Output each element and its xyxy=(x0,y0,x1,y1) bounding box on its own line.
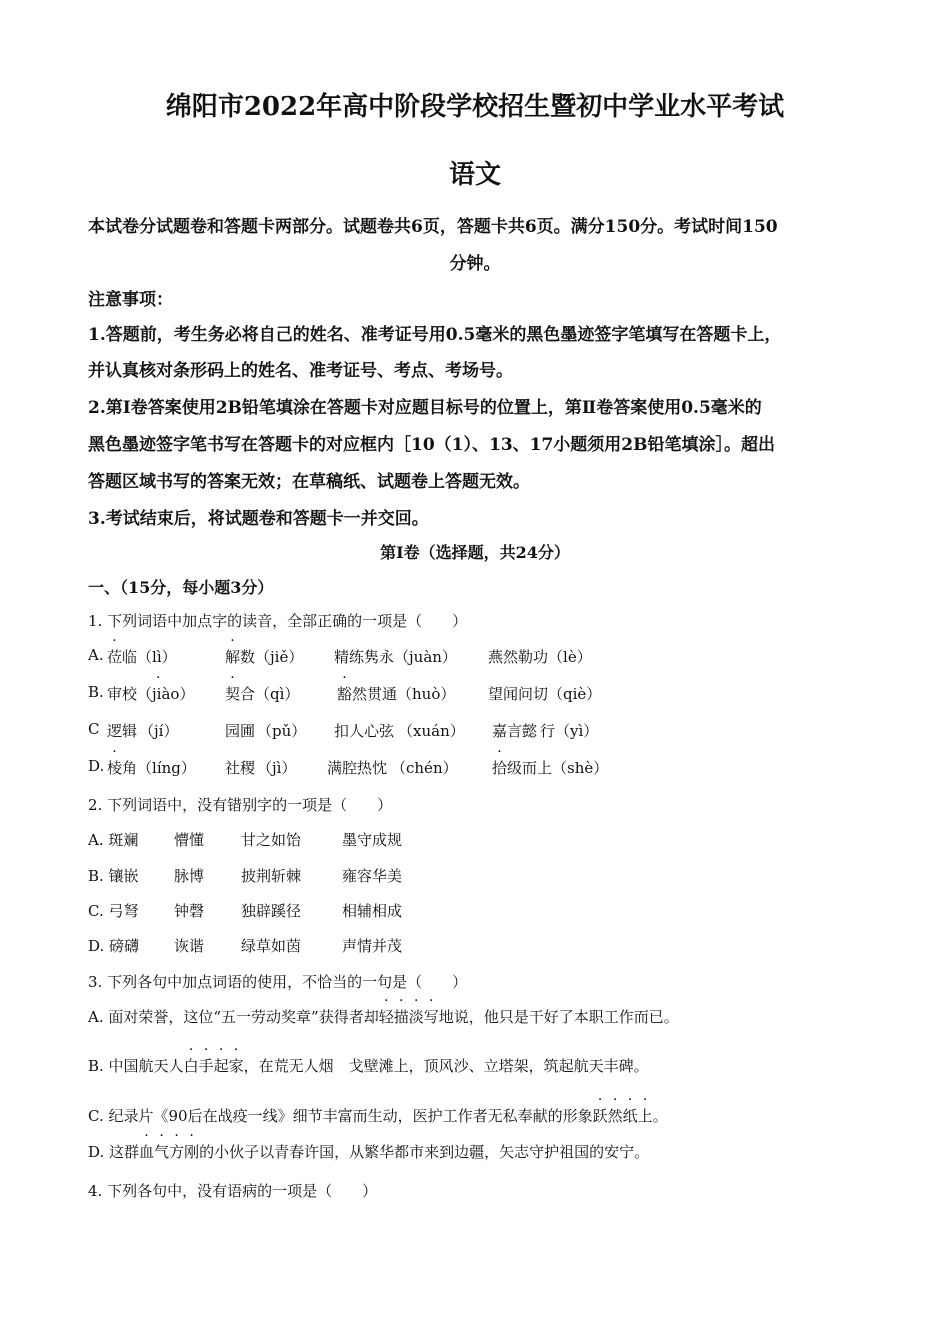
option-text: D. 磅礴 xyxy=(88,937,140,955)
sentence-text: 。 xyxy=(652,1107,668,1125)
dotted-char: 方 xyxy=(169,1143,185,1161)
dotted-phrase xyxy=(139,1143,199,1161)
word-text: 行（yì） xyxy=(540,722,599,740)
note-2-line-1: 2.第Ⅰ卷答案使用2B铅笔填涂在答题卡对应题目标号的位置上，第Ⅱ卷答案使用0.5毫米的 xyxy=(88,398,762,418)
dotted-char: 棱 xyxy=(107,759,123,777)
option-text: 声情并茂 xyxy=(342,937,403,955)
option-label: C xyxy=(88,720,100,738)
option-text: C. 弓弩 xyxy=(88,902,139,920)
dotted-char: 解 xyxy=(225,648,241,666)
word-text: 园圃 xyxy=(225,722,256,740)
word-text: 扣人心弦 xyxy=(334,722,395,740)
word-text: 嘉言懿 xyxy=(492,722,538,740)
exam-title: 绵阳市2022年高中阶段学校招生暨初中学业水平考试 xyxy=(165,92,785,122)
word-text: 燕然勒 xyxy=(488,648,534,666)
dotted-char: 轻 xyxy=(378,1008,394,1026)
dotted-char: 纸 xyxy=(622,1107,638,1125)
word-text: （chén） xyxy=(391,759,458,777)
sentence-text: 地说，他只是干好了本职工作而已。 xyxy=(438,1008,679,1026)
part-1-heading: 第Ⅰ卷（选择题，共24分） xyxy=(380,543,570,562)
sentence-text: ，在荒无人烟 戈壁滩上，顶风沙、立塔架，筑起航天丰碑。 xyxy=(243,1057,649,1075)
option-text: 独辟蹊径 xyxy=(241,902,302,920)
dotted-char: 跃 xyxy=(592,1107,608,1125)
option-text: 懵懂 xyxy=(174,831,205,849)
option-text: 脉博 xyxy=(174,867,205,885)
dotted-char: 描 xyxy=(393,1008,409,1026)
word-text: 然贯通（huò） xyxy=(352,685,456,703)
dotted-char: 家 xyxy=(228,1057,244,1075)
q3-option-a xyxy=(88,1006,679,1027)
dotted-char: 莅 xyxy=(107,648,123,666)
intro-line-1: 本试卷分试题卷和答题卡两部分。试题卷共6页，答题卡共6页。满分150分。考试时间150 xyxy=(88,217,778,237)
word-text: 永（juàn） xyxy=(379,648,457,666)
dotted-phrase xyxy=(184,1057,244,1075)
word-text: （jì） xyxy=(257,759,297,777)
question-2-stem: 2. 下列词语中，没有错别字的一项是（ ） xyxy=(88,796,393,814)
subject-title: 语文 xyxy=(448,160,501,190)
question-3-stem: 3. 下列各句中加点词语的使用，不恰当的一句是（ ） xyxy=(88,973,468,991)
option-text: B. 镶嵌 xyxy=(88,867,139,885)
word-text: （qiè） xyxy=(548,685,602,703)
sentence-text: 的小伙子以青春许国，从繁华都市来到边疆，矢志守护祖国的安宁。 xyxy=(199,1143,650,1161)
word-text: （jí） xyxy=(139,722,179,740)
dotted-char: 拾 xyxy=(492,759,508,777)
option-text: 绿草如茵 xyxy=(241,937,302,955)
option-label: D. xyxy=(88,757,105,775)
dotted-char: 豁 xyxy=(337,685,353,703)
option-label: B. xyxy=(88,683,104,701)
dotted-char: 契 xyxy=(225,685,241,703)
q3-option-d xyxy=(88,1141,649,1162)
word-text: 审 xyxy=(107,685,123,703)
notes-heading: 注意事项： xyxy=(88,290,173,310)
word-text: 社稷 xyxy=(225,759,256,777)
dotted-char: 刚 xyxy=(184,1143,200,1161)
dotted-phrase xyxy=(379,1008,439,1026)
word-text: 望闻问切 xyxy=(488,685,549,703)
word-text: 角（líng） xyxy=(122,759,196,777)
dotted-char: 上 xyxy=(637,1107,653,1125)
word-text: 级而上（shè） xyxy=(507,759,609,777)
word-text: 功（lè） xyxy=(533,648,592,666)
option-label: A. xyxy=(88,646,104,664)
dotted-char: 手 xyxy=(198,1057,214,1075)
word-text: 逻辑 xyxy=(107,722,138,740)
option-text: 墨守成规 xyxy=(342,831,403,849)
dotted-char: 气 xyxy=(154,1143,170,1161)
dotted-char: 白 xyxy=(183,1057,199,1075)
intro-line-2: 分钟。 xyxy=(449,254,501,274)
word-text: 精练隽 xyxy=(334,648,380,666)
note-1-line-2: 并认真核对条形码上的姓名、准考证号、考点、考场号。 xyxy=(88,361,513,381)
sentence-text: C. 纪录片《90后在战疫一线》细节丰富而生动，医护工作者无私奉献的形象 xyxy=(88,1107,593,1125)
q3-option-b xyxy=(88,1055,649,1076)
word-text: 合（qì） xyxy=(240,685,300,703)
option-text: 相辅相成 xyxy=(342,902,403,920)
note-2-line-3: 答题区域书写的答案无效；在草稿纸、试题卷上答题无效。 xyxy=(88,472,530,492)
sentence-text: A. 面对荣誉，这位“五一劳动奖章”获得者却 xyxy=(88,1008,379,1026)
section-1-heading: 一、（15分，每小题3分） xyxy=(88,578,274,597)
dotted-char: · 校（jiào） xyxy=(122,683,194,704)
sentence-text: B. 中国航天人 xyxy=(88,1057,184,1075)
dotted-char: 写 xyxy=(423,1008,439,1026)
word-text: （xuán） xyxy=(398,722,465,740)
word-text: 临（lì） xyxy=(122,648,177,666)
note-1-line-1: 1.答题前，考生务必将自己的姓名、准考证号用0.5毫米的黑色墨迹签字笔填写在答题卡上， xyxy=(88,325,782,345)
sentence-text: D. 这群 xyxy=(88,1143,140,1161)
dotted-char: 起 xyxy=(213,1057,229,1075)
note-3: 3.考试结束后，将试题卷和答题卡一并交回。 xyxy=(88,509,429,529)
note-2-line-2: 黑色墨迹签字笔书写在答题卡的对应框内［10（1）、13、17小题须用2B铅笔填涂］。超出 xyxy=(88,435,775,455)
q3-option-c xyxy=(88,1105,668,1126)
dotted-char: 血 xyxy=(139,1143,155,1161)
option-text: 披荆斩棘 xyxy=(241,867,302,885)
dotted-char: 淡 xyxy=(408,1008,424,1026)
dotted-phrase xyxy=(593,1107,653,1125)
option-text: A. 斑斓 xyxy=(88,831,139,849)
option-text: 诙谐 xyxy=(174,937,205,955)
option-text: 甘之如饴 xyxy=(241,831,302,849)
word-text: （pǔ） xyxy=(257,722,307,740)
word-text: 满腔热忱 xyxy=(327,759,388,777)
option-text: 钟磬 xyxy=(174,902,205,920)
question-1-stem: 1. 下列词语中加点字的读音，全部正确的一项是（ ） xyxy=(88,612,468,630)
option-text: 雍容华美 xyxy=(342,867,403,885)
dotted-char: 然 xyxy=(607,1107,623,1125)
word-text: 数（jiě） xyxy=(240,648,304,666)
question-4-stem: 4. 下列各句中，没有语病的一项是（ ） xyxy=(88,1182,378,1200)
